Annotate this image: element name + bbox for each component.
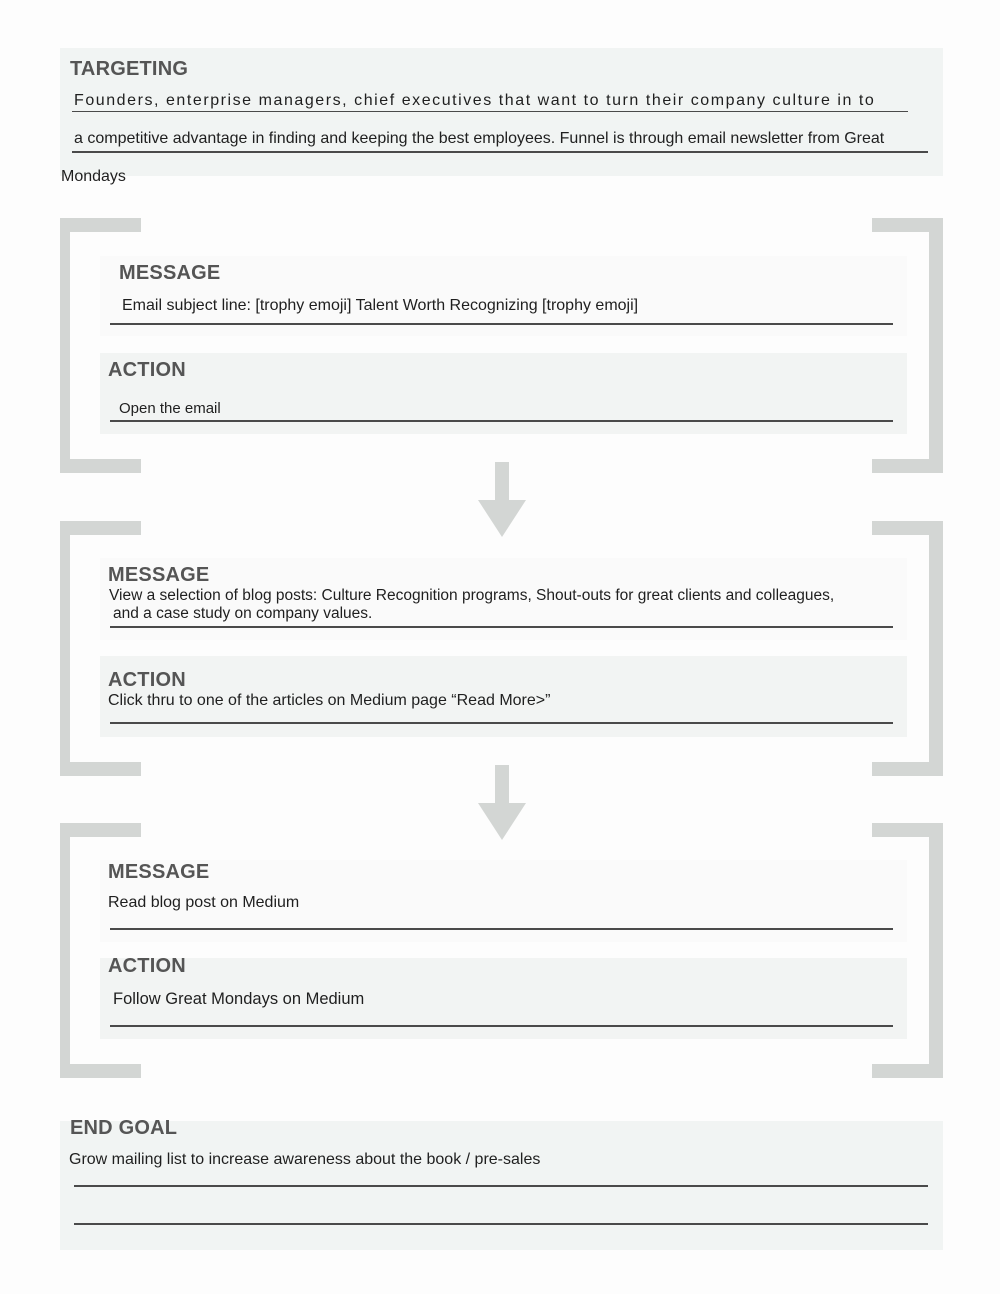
end-goal-heading: END GOAL bbox=[70, 1117, 178, 1139]
down-arrow-icon bbox=[478, 765, 526, 841]
down-arrow-icon bbox=[478, 462, 526, 538]
stage-1-bracket-left-top bbox=[60, 218, 141, 232]
stage-3-action-heading: ACTION bbox=[108, 955, 186, 977]
stage-2-message-text-line-2: and a case study on company values. bbox=[113, 605, 373, 622]
stage-2-message-heading: MESSAGE bbox=[108, 564, 210, 586]
stage-2-message-rule bbox=[110, 626, 893, 628]
end-goal-text: Grow mailing list to increase awareness about the book / pre-sales bbox=[69, 1151, 541, 1168]
stage-1-bracket-left-vertical bbox=[60, 218, 70, 473]
stage-2-message-text-line-1: View a selection of blog posts: Culture Recognition programs, Shout-outs for great clients and colleagues, bbox=[109, 587, 835, 604]
stage-2-action-rule bbox=[110, 722, 893, 724]
stage-3-bracket-right-vertical bbox=[929, 823, 943, 1078]
stage-1-bracket-right-vertical bbox=[929, 218, 943, 473]
targeting-heading: TARGETING bbox=[70, 58, 189, 80]
stage-3-bracket-left-vertical bbox=[60, 823, 70, 1078]
stage-1-bracket-right-top bbox=[872, 218, 943, 232]
targeting-text-line-3: Mondays bbox=[61, 168, 126, 185]
stage-2-bracket-left-bottom bbox=[60, 762, 141, 776]
stage-3-message-text: Read blog post on Medium bbox=[108, 894, 300, 911]
stage-2-bracket-right-vertical bbox=[929, 521, 943, 776]
stage-3-bracket-left-top bbox=[60, 823, 141, 837]
stage-1-bracket-right-bottom bbox=[872, 459, 943, 473]
stage-1-action-text: Open the email bbox=[119, 400, 221, 417]
targeting-text-line-2: a competitive advantage in finding and keeping the best employees. Funnel is through email newsletter from Great bbox=[74, 130, 885, 147]
stage-2-bracket-right-top bbox=[872, 521, 943, 535]
stage-3-message-rule bbox=[110, 928, 893, 930]
stage-3-action-rule bbox=[110, 1025, 893, 1027]
stage-3-bracket-left-bottom bbox=[60, 1064, 141, 1078]
stage-3-bracket-right-top bbox=[872, 823, 943, 837]
stage-3-message-heading: MESSAGE bbox=[108, 861, 210, 883]
end-goal-rule-2 bbox=[74, 1223, 928, 1225]
stage-1-bracket-left-bottom bbox=[60, 459, 141, 473]
stage-1-message-text: Email subject line: [trophy emoji] Talent Worth Recognizing [trophy emoji] bbox=[122, 297, 639, 314]
end-goal-rule-1 bbox=[74, 1185, 928, 1187]
stage-1-action-heading: ACTION bbox=[108, 359, 186, 381]
stage-1-message-heading: MESSAGE bbox=[119, 262, 221, 284]
stage-1-action-rule bbox=[110, 420, 893, 422]
targeting-rule-1 bbox=[72, 111, 908, 112]
targeting-rule-2 bbox=[72, 151, 928, 153]
targeting-panel bbox=[60, 48, 943, 176]
stage-2-bracket-right-bottom bbox=[872, 762, 943, 776]
targeting-text-line-1: Founders, enterprise managers, chief executives that want to turn their company culture in to bbox=[74, 92, 876, 109]
stage-2-bracket-left-top bbox=[60, 521, 141, 535]
stage-1-message-rule bbox=[110, 323, 893, 325]
stage-2-action-text: Click thru to one of the articles on Medium page “Read More>” bbox=[108, 692, 551, 709]
stage-3-action-text: Follow Great Mondays on Medium bbox=[113, 990, 365, 1008]
stage-2-bracket-left-vertical bbox=[60, 521, 70, 776]
stage-3-bracket-right-bottom bbox=[872, 1064, 943, 1078]
stage-2-action-heading: ACTION bbox=[108, 669, 186, 691]
